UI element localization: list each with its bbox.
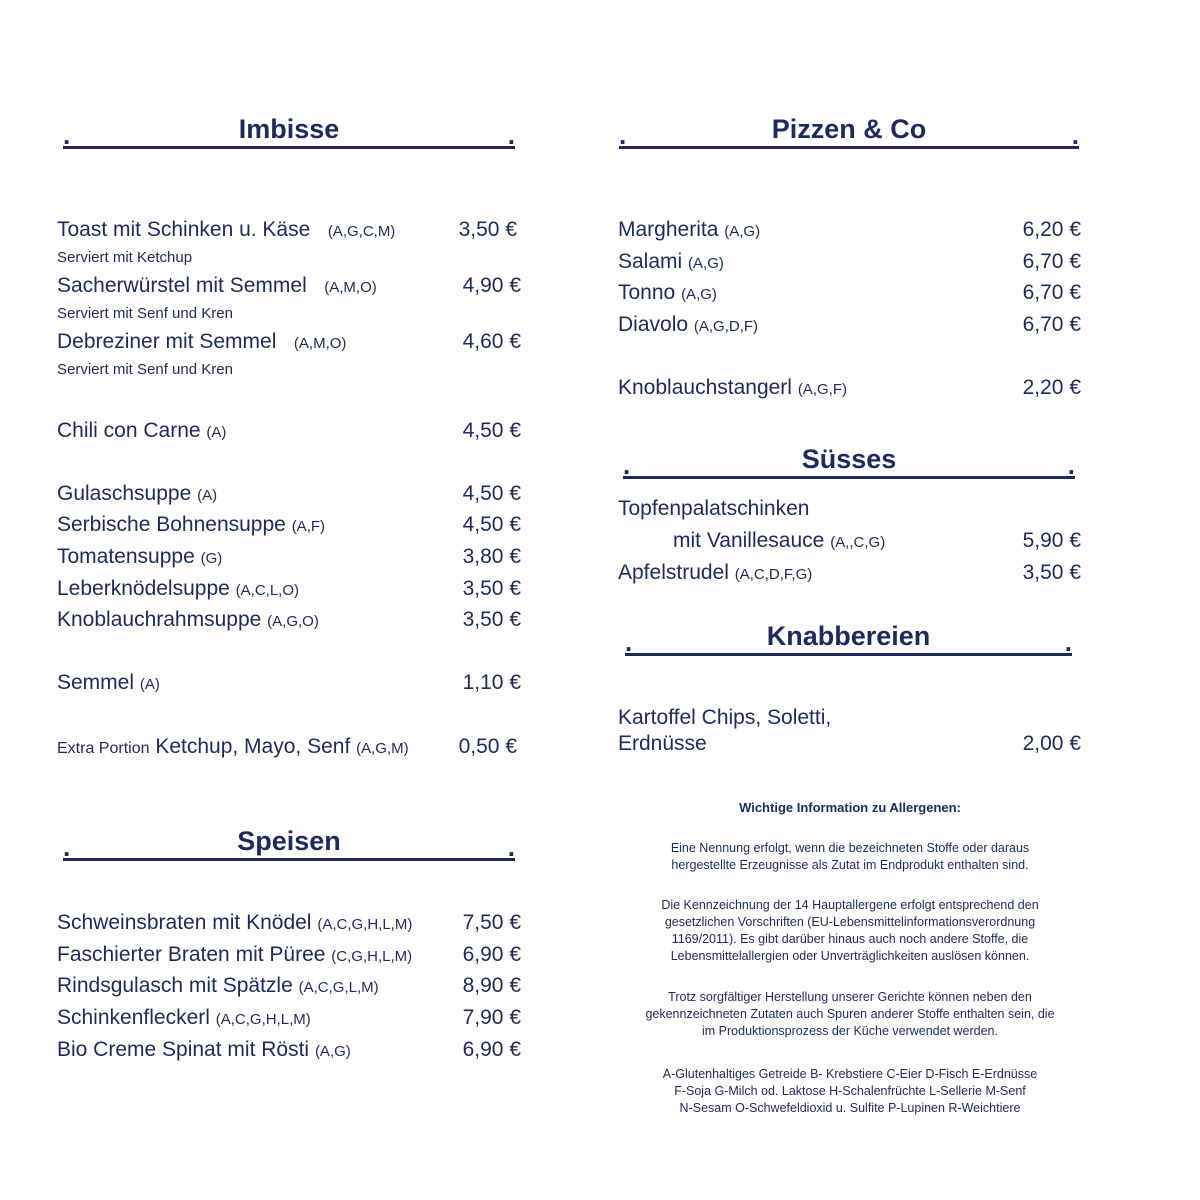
heading-dot: . bbox=[1067, 450, 1075, 480]
menu-item-name: Chili con Carne (A) bbox=[57, 419, 227, 442]
menu-item-name: Gulaschsuppe (A) bbox=[57, 482, 218, 505]
menu-item-price: 7,50 € bbox=[462, 911, 521, 934]
allergen-codes: (A,G,D,F) bbox=[693, 318, 759, 335]
allergen-codes: (A) bbox=[206, 424, 227, 441]
allergen-codes: (A) bbox=[139, 676, 160, 693]
menu-item-price: 5,90 € bbox=[1022, 529, 1081, 552]
menu-item-price: 3,50 € bbox=[458, 218, 517, 241]
menu-item-price: 4,50 € bbox=[462, 513, 521, 536]
menu-item-price: 0,50 € bbox=[458, 735, 517, 758]
menu-item-price: 3,50 € bbox=[1022, 561, 1081, 584]
menu-item-price: 3,50 € bbox=[462, 577, 521, 600]
menu-item-name-cont: Erdnüsse bbox=[618, 732, 707, 755]
menu-item-price: 4,50 € bbox=[462, 419, 521, 442]
menu-item-price: 6,70 € bbox=[1022, 313, 1081, 336]
menu-item-name: Tonno (A,G) bbox=[618, 281, 717, 304]
menu-item-price: 1,10 € bbox=[462, 671, 521, 694]
allergen-info-title: Wichtige Information zu Allergenen: bbox=[739, 800, 961, 815]
heading-dot: . bbox=[625, 627, 633, 657]
menu-item-name: Semmel (A) bbox=[57, 671, 160, 694]
allergen-codes: (A,G) bbox=[681, 286, 717, 303]
menu-item-name: Debreziner mit Semmel (A,M,O) bbox=[57, 330, 347, 353]
allergen-codes: (A,C,D,F,G) bbox=[734, 566, 813, 583]
menu-item-name: Schweinsbraten mit Knödel (A,C,G,H,L,M) bbox=[57, 911, 413, 934]
menu-item-note: Serviert mit Senf und Kren bbox=[57, 361, 233, 378]
heading-dot: . bbox=[63, 120, 71, 150]
menu-item-price: 7,90 € bbox=[462, 1006, 521, 1029]
allergen-codes: (A,G,C,M) bbox=[327, 223, 396, 240]
heading-title: Knabbereien bbox=[766, 621, 931, 651]
allergen-codes: (A) bbox=[197, 487, 218, 504]
heading-knabbereien bbox=[625, 619, 1072, 656]
heading-dot: . bbox=[507, 120, 515, 150]
menu-item-name: Apfelstrudel (A,C,D,F,G) bbox=[618, 561, 813, 584]
menu-item-name: Serbische Bohnensuppe (A,F) bbox=[57, 513, 326, 536]
menu-item-prefix: Extra Portion bbox=[57, 740, 150, 757]
menu-item-name: Rindsgulasch mit Spätzle (A,C,G,L,M) bbox=[57, 974, 379, 997]
menu-item-note: Serviert mit Senf und Kren bbox=[57, 305, 233, 322]
menu-item-name: Margherita (A,G) bbox=[618, 218, 761, 241]
menu-item-name: Toast mit Schinken u. Käse (A,G,C,M) bbox=[57, 218, 396, 241]
menu-item-price: 6,20 € bbox=[1022, 218, 1081, 241]
heading-title: Pizzen & Co bbox=[771, 114, 927, 144]
heading-dot: . bbox=[1064, 627, 1072, 657]
allergen-codes: (C,G,H,L,M) bbox=[331, 948, 413, 965]
menu-item-name: Bio Creme Spinat mit Rösti (A,G) bbox=[57, 1038, 351, 1061]
allergen-codes: (A,G) bbox=[724, 223, 761, 240]
menu-item-price: 8,90 € bbox=[462, 974, 521, 997]
menu-item-name: Faschierter Braten mit Püree (C,G,H,L,M) bbox=[57, 943, 413, 966]
allergen-codes: (A,C,G,H,L,M) bbox=[215, 1011, 311, 1028]
heading-dot: . bbox=[623, 450, 631, 480]
heading-pizzen bbox=[619, 112, 1079, 149]
menu-item-name: Salami (A,G) bbox=[618, 250, 724, 273]
allergen-codes: (A,C,G,H,L,M) bbox=[317, 916, 413, 933]
menu-item-price: 4,90 € bbox=[462, 274, 521, 297]
heading-title: Speisen bbox=[237, 826, 341, 856]
menu-item-name: Schinkenfleckerl (A,C,G,H,L,M) bbox=[57, 1006, 311, 1029]
menu-item-name: Sacherwürstel mit Semmel (A,M,O) bbox=[57, 274, 377, 297]
menu-item-price: 6,70 € bbox=[1022, 281, 1081, 304]
allergen-codes: (A,M,O) bbox=[324, 279, 377, 296]
menu-item-note: Serviert mit Ketchup bbox=[57, 249, 193, 266]
menu-item-price: 2,20 € bbox=[1022, 376, 1081, 399]
heading-dot: . bbox=[619, 120, 627, 150]
menu-item-name: Tomatensuppe (G) bbox=[57, 545, 223, 568]
menu-item-price: 3,80 € bbox=[462, 545, 521, 568]
allergen-codes: (A,G,F) bbox=[797, 381, 847, 398]
menu-item-name: Topfenpalatschinken bbox=[618, 497, 810, 520]
allergen-codes: (A,G) bbox=[314, 1043, 351, 1060]
allergen-info-paragraph: Eine Nennung erfolgt, wenn die bezeichneten Stoffe oder daraus hergestellte Erzeugnisse als Zutat im Endprodukt enthalten sind. bbox=[670, 841, 1030, 872]
allergen-legend: A-Glutenhaltiges Getreide B- Krebstiere C-Eier D-Fisch E-Erdnüsse F-Soja G-Milch od. Laktose H-Schalenfrüchte L-Sellerie M-Senf N-Sesam O-Schwefeldioxid u. Sulfite P-Lupinen R-Weichtiere bbox=[662, 1067, 1038, 1115]
allergen-codes: (G) bbox=[200, 550, 223, 567]
menu-item-name: Kartoffel Chips, Soletti, bbox=[618, 706, 832, 729]
menu-item-name: Knoblauchrahmsuppe (A,G,O) bbox=[57, 608, 319, 631]
menu-item-price: 6,90 € bbox=[462, 943, 521, 966]
allergen-info-paragraph: Die Kennzeichnung der 14 Hauptallergene erfolgt entsprechend den gesetzlichen Vorschriften (EU-Lebensmittelinformationsverordnung 1169/2011). Es gibt darüber hinaus auch noch andere Stoffe, die Lebensmittelallergien oder Unverträglichkeiten auslösen können. bbox=[661, 898, 1039, 963]
heading-speisen bbox=[63, 824, 515, 861]
allergen-codes: (A,C,L,O) bbox=[235, 582, 299, 599]
menu-item-price: 4,60 € bbox=[462, 330, 521, 353]
allergen-codes: (A,F) bbox=[291, 518, 326, 535]
heading-suesses bbox=[623, 442, 1075, 479]
heading-dot: . bbox=[1071, 120, 1079, 150]
heading-title: Süsses bbox=[801, 444, 897, 474]
allergen-codes: (A,C,G,L,M) bbox=[298, 979, 379, 996]
heading-imbisse bbox=[63, 112, 515, 149]
menu-item-name-cont: mit Vanillesauce (A,,C,G) bbox=[673, 529, 886, 552]
menu-item-price: 4,50 € bbox=[462, 482, 521, 505]
menu-item-price: 3,50 € bbox=[462, 608, 521, 631]
allergen-info-paragraph: Trotz sorgfältiger Herstellung unserer Gerichte können neben den gekennzeichneten Zutaten auch Spuren anderer Stoffe enthalten sein, die im Produktionsprozess der Küche verwendet werden. bbox=[645, 990, 1055, 1038]
heading-dot: . bbox=[63, 832, 71, 862]
allergen-codes: (A,G) bbox=[688, 255, 724, 272]
allergen-codes: (A,M,O) bbox=[293, 335, 347, 352]
heading-dot: . bbox=[507, 832, 515, 862]
menu-item-price: 6,70 € bbox=[1022, 250, 1081, 273]
allergen-codes: (A,,C,G) bbox=[830, 534, 886, 551]
menu-item-name: Diavolo (A,G,D,F) bbox=[618, 313, 759, 336]
menu-item-price: 6,90 € bbox=[462, 1038, 521, 1061]
menu-item-price: 2,00 € bbox=[1022, 732, 1081, 755]
allergen-codes: (A,G,M) bbox=[356, 740, 409, 757]
menu-item-name: Leberknödelsuppe (A,C,L,O) bbox=[57, 577, 299, 600]
menu-item-name: Extra Portion Ketchup, Mayo, Senf (A,G,M) bbox=[57, 735, 409, 758]
menu-item-name: Knoblauchstangerl (A,G,F) bbox=[618, 376, 847, 399]
allergen-codes: (A,G,O) bbox=[267, 613, 319, 630]
heading-title: Imbisse bbox=[238, 114, 340, 144]
